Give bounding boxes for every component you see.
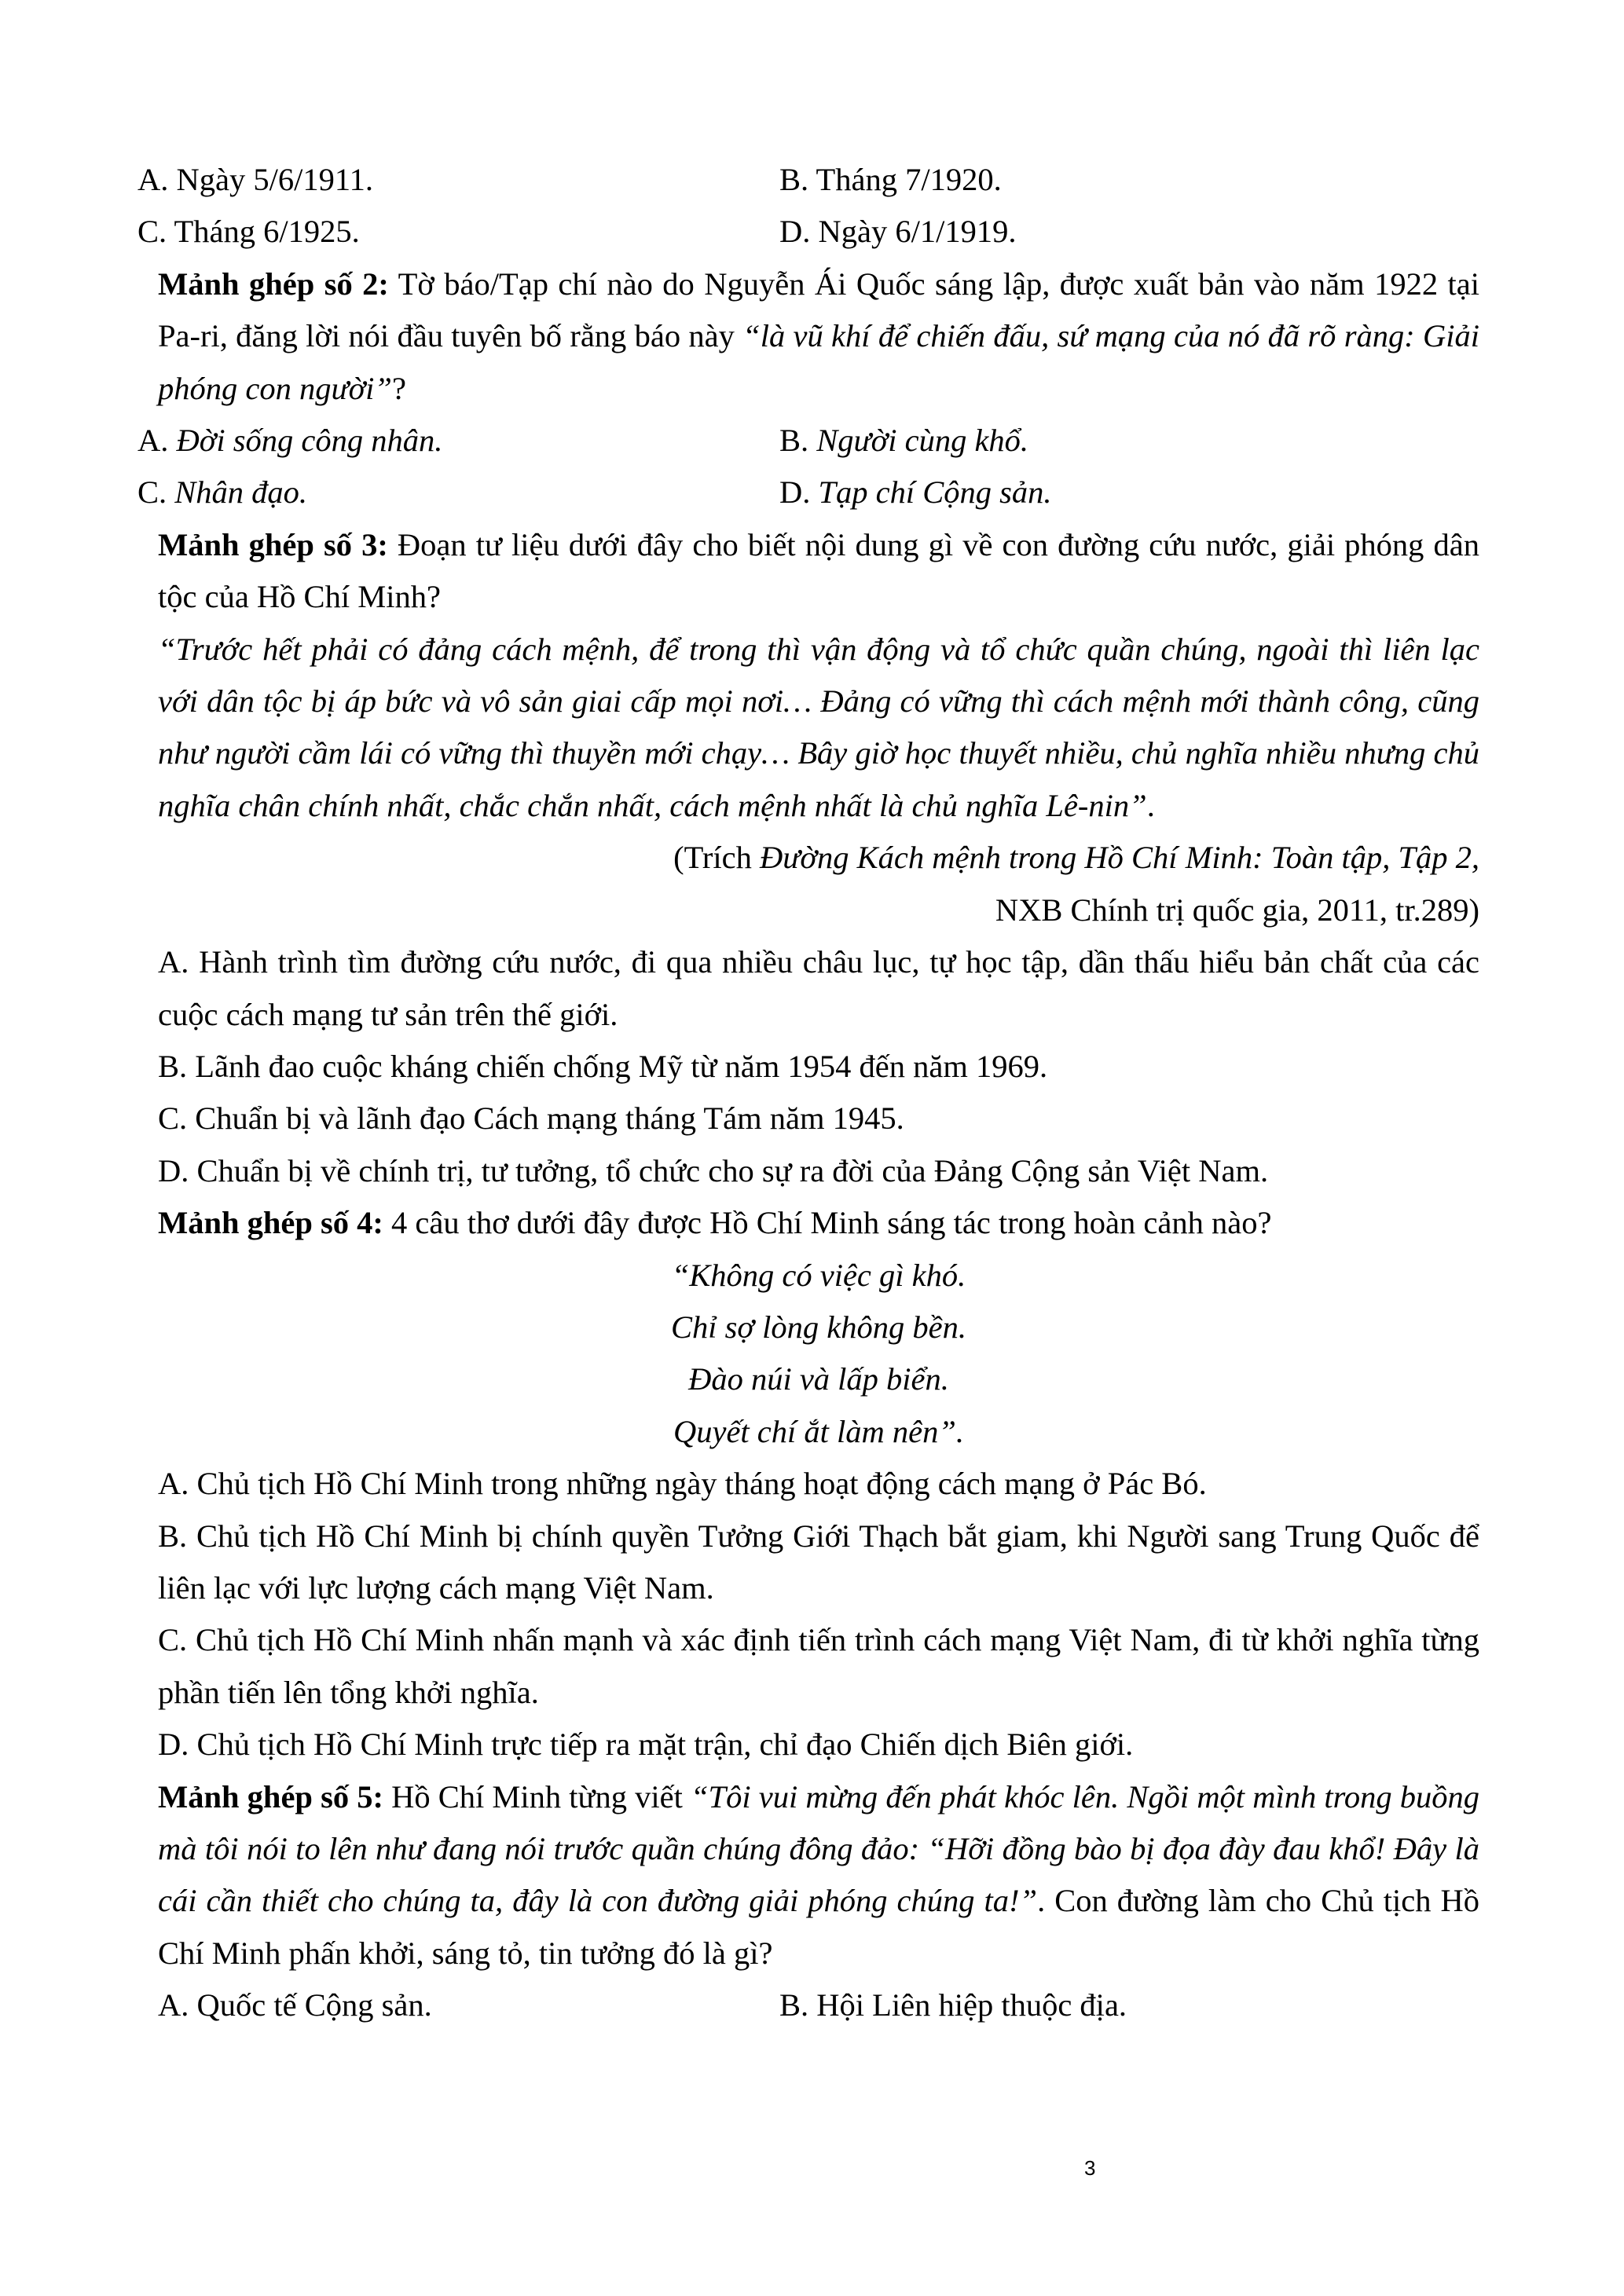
citation-line-1	[158, 832, 1479, 884]
option-b: B. Tháng 7/1920.	[779, 162, 1002, 197]
question-label: Mảnh ghép số 5:	[158, 1778, 383, 1814]
question-end: . Con đường làm cho Chủ tịch Hồ Chí Minh phấn khởi, sáng tỏ, tin tưởng đó là gì?	[158, 1883, 1479, 1971]
poem-line: Chỉ sợ lòng không bền.	[671, 1309, 966, 1345]
option-prefix: A.	[137, 423, 177, 459]
question-quote: “Tôi vui mừng đến phát khóc lên. Ngồi một mình trong buồng mà tôi nói to lên như đang nói trước quần chúng đông đảo: “Hỡi đồng bào bị đọa đày đau khổ! Đây là cái cần thiết cho chúng ta, đây là con đường giải phóng chúng ta!”	[158, 1778, 1479, 1919]
poem-line: Đào núi và lấp biển.	[688, 1361, 949, 1397]
option-c	[137, 467, 779, 518]
question-text: 4 câu thơ dưới đây được Hồ Chí Minh sáng tác trong hoàn cảnh nào?	[383, 1205, 1272, 1241]
quote-text: “Trước hết phải có đảng cách mệnh, để trong thì vận động và tổ chức quần chúng, ngoài thì liên lạc với dân tộc bị áp bức và vô sản giai cấp mọi nơi… Đảng có vững thì cách mệnh mới thành công, cũng như người cầm lái có vững thì thuyền mới chạy… Bây giờ học thuyết nhiều, chủ nghĩa nhiều nhưng chủ nghĩa chân chính nhất, chắc chắn nhất, cách mệnh nhất là chủ nghĩa Lê-nin”	[158, 631, 1479, 823]
option-prefix: D.	[779, 474, 819, 511]
option-a: A. Chủ tịch Hồ Chí Minh trong những ngày tháng hoạt động cách mạng ở Pác Bó.	[158, 1466, 1207, 1502]
q5-options	[158, 1979, 1479, 2031]
option-text: Tạp chí Cộng sản.	[818, 474, 1052, 511]
question-label: Mảnh ghép số 2:	[158, 265, 389, 302]
option-d	[779, 467, 1052, 518]
option-d: D. Ngày 6/1/1919.	[779, 214, 1017, 250]
question-end: ?	[391, 370, 406, 406]
option-b: B. Chủ tịch Hồ Chí Minh bị chính quyền Tưởng Giới Thạch bắt giam, khi Người sang Trung Quốc để liên lạc với lực lượng cách mạng Việt Nam.	[158, 1518, 1479, 1606]
option-prefix: B.	[779, 423, 817, 459]
q2-options-2	[137, 467, 1479, 518]
option-c: C. Chủ tịch Hồ Chí Minh nhấn mạnh và xác định tiến trình cách mạng Việt Nam, đi từ khởi nghĩa từng phần tiến lên tổng khởi nghĩa.	[158, 1622, 1479, 1710]
option-a: A. Ngày 5/6/1911.	[137, 162, 373, 197]
citation-prefix: (Trích	[673, 840, 760, 876]
option-a: A. Quốc tế Cộng sản.	[158, 1987, 432, 2023]
citation-line-2: NXB Chính trị quốc gia, 2011, tr.289)	[995, 892, 1479, 928]
question-label: Mảnh ghép số 3:	[158, 526, 388, 562]
option-b	[779, 415, 1028, 467]
option-text: Nhân đạo.	[174, 474, 308, 511]
option-d: D. Chủ tịch Hồ Chí Minh trực tiếp ra mặt trận, chỉ đạo Chiến dịch Biên giới.	[158, 1727, 1134, 1763]
option-prefix: C.	[137, 474, 175, 511]
citation-title: Đường Kách mệnh trong Hồ Chí Minh: Toàn tập, Tập 2,	[760, 840, 1479, 876]
option-d: D. Chuẩn bị về chính trị, tư tưởng, tổ chức cho sự ra đời của Đảng Cộng sản Việt Nam.	[158, 1152, 1269, 1188]
option-text: Đời sống công nhân.	[176, 423, 443, 459]
question-text: Hồ Chí Minh từng viết	[383, 1778, 691, 1814]
option-c: C. Chuẩn bị và lãnh đạo Cách mạng tháng Tám năm 1945.	[158, 1100, 904, 1137]
q1-options	[137, 154, 1479, 206]
question-5	[158, 1771, 1479, 1980]
question-3	[158, 519, 1479, 624]
question-label: Mảnh ghép số 4:	[158, 1205, 383, 1241]
question-text: Tờ báo/Tạp chí nào do Nguyễn Ái Quốc sáng lập, được xuất bản vào năm 1922 tại Pa-ri, đăng lời nói đầu tuyên bố rằng báo này	[158, 265, 1480, 354]
option-text: Người cùng khổ.	[816, 423, 1029, 459]
quote-end: .	[1146, 787, 1155, 823]
option-c: C. Tháng 6/1925.	[137, 214, 360, 250]
question-4	[158, 1197, 1479, 1249]
option-a: A. Hành trình tìm đường cứu nước, đi qua nhiều châu lục, tự học tập, dần thấu hiểu bản chất của các cuộc cách mạng tư sản trên thế giới.	[158, 944, 1479, 1032]
q1-options-2	[137, 206, 1479, 258]
option-a	[137, 415, 779, 467]
question-2	[158, 258, 1479, 415]
question-quote: “là vũ khí để chiến đấu, sứ mạng của nó đã rõ ràng: Giải phóng con người”	[158, 318, 1479, 406]
question-text: Đoạn tư liệu dưới đây cho biết nội dung gì về con đường cứu nước, giải phóng dân tộc của Hồ Chí Minh?	[158, 526, 1479, 615]
option-b: B. Lãnh đao cuộc kháng chiến chống Mỹ từ năm 1954 đến năm 1969.	[158, 1048, 1048, 1084]
option-b: B. Hội Liên hiệp thuộc địa.	[779, 1987, 1127, 2023]
q2-options	[137, 415, 1479, 467]
page-number: 3	[1084, 2156, 1096, 2180]
source-quote	[158, 624, 1479, 833]
poem-line: Quyết chí ắt làm nên”.	[673, 1413, 965, 1449]
document-page	[137, 154, 1480, 2032]
poem-line: “Không có việc gì khó.	[671, 1257, 966, 1293]
